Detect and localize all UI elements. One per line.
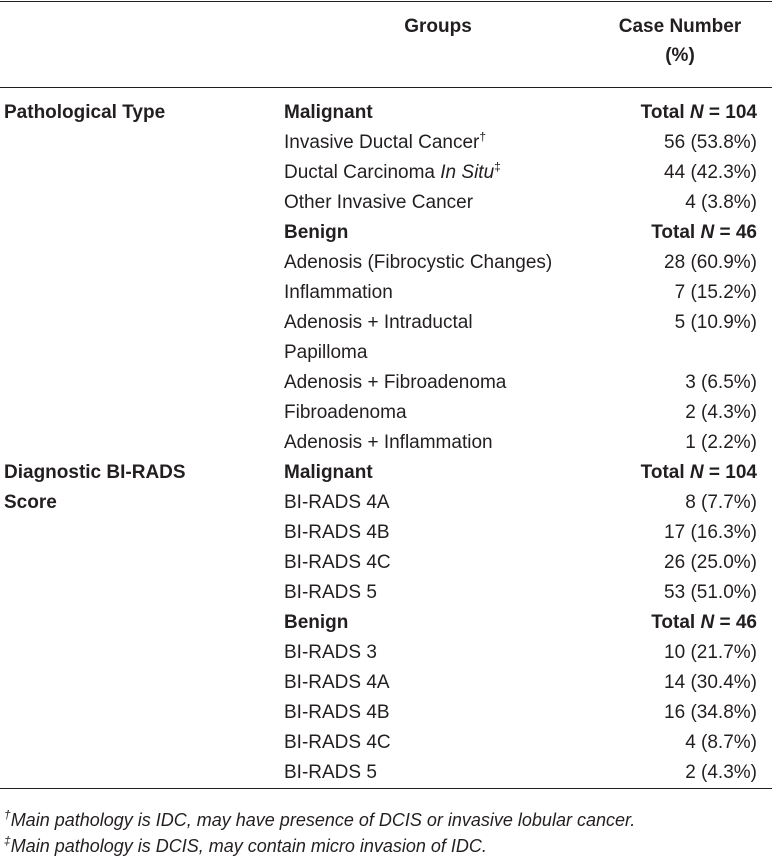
group-label bbox=[284, 308, 473, 338]
footnote-text: Main pathology is DCIS, may contain micro invasion of IDC. bbox=[10, 836, 487, 856]
group-label-italic: In Situ bbox=[440, 162, 495, 183]
case-number: 10 (21.7%) bbox=[664, 642, 757, 663]
total-prefix: Total bbox=[651, 612, 696, 633]
group-label-text: BI-RADS 4C bbox=[284, 552, 391, 573]
group-label bbox=[284, 518, 390, 548]
group-label-text: Inflammation bbox=[284, 282, 393, 303]
section-label-line: Diagnostic BI-RADS bbox=[4, 462, 186, 483]
subgroup-name: Benign bbox=[284, 222, 349, 243]
total-n: N bbox=[700, 612, 715, 633]
case-number: 14 (30.4%) bbox=[664, 672, 757, 693]
footnote-text: Main pathology is IDC, may have presence of DCIS or invasive lobular cancer. bbox=[10, 810, 636, 830]
table-row bbox=[0, 518, 772, 548]
group-label bbox=[284, 338, 367, 368]
table-row bbox=[0, 668, 772, 698]
section-label bbox=[4, 98, 165, 128]
group-label bbox=[284, 278, 393, 308]
total-n: N bbox=[700, 222, 715, 243]
subgroup-name: Malignant bbox=[284, 462, 373, 483]
total-prefix: Total bbox=[651, 222, 696, 243]
group-label bbox=[284, 188, 473, 218]
case-number: 2 (4.3%) bbox=[685, 402, 757, 423]
group-label-text: Ductal Carcinoma bbox=[284, 162, 441, 183]
group-label bbox=[284, 158, 501, 188]
table-row bbox=[0, 398, 772, 428]
case-number: 5 (10.9%) bbox=[674, 312, 757, 333]
case-number: 2 (4.3%) bbox=[685, 762, 757, 783]
group-label-text: Invasive Ductal Cancer bbox=[284, 132, 480, 153]
table-row bbox=[0, 278, 772, 308]
table-row bbox=[0, 248, 772, 278]
group-label-text: BI-RADS 3 bbox=[284, 642, 377, 663]
header-case-number bbox=[592, 12, 768, 70]
case-number: 26 (25.0%) bbox=[664, 552, 757, 573]
table-row bbox=[0, 98, 772, 128]
total-prefix: Total bbox=[640, 102, 685, 123]
footnote-marker: † bbox=[479, 129, 487, 144]
table-row bbox=[0, 368, 772, 398]
total-prefix: Total bbox=[640, 462, 685, 483]
case-number: 16 (34.8%) bbox=[664, 702, 757, 723]
table-row bbox=[0, 218, 772, 248]
group-label-text: BI-RADS 4C bbox=[284, 732, 391, 753]
header-groups: Groups bbox=[404, 16, 472, 37]
table-row bbox=[0, 308, 772, 338]
case-number: 1 (2.2%) bbox=[685, 432, 757, 453]
header-case-number-line1: Case Number bbox=[618, 16, 742, 37]
case-number: 7 (15.2%) bbox=[674, 282, 757, 303]
section-label-line: Pathological Type bbox=[4, 102, 166, 123]
group-label bbox=[284, 128, 486, 158]
total-suffix: = 104 bbox=[703, 102, 757, 123]
group-label-text: BI-RADS 4A bbox=[284, 492, 390, 513]
group-label bbox=[284, 638, 377, 668]
subgroup-total bbox=[651, 218, 757, 248]
footnote-marker: ‡ bbox=[494, 159, 501, 174]
table-row bbox=[0, 728, 772, 758]
group-label-text: Other Invasive Cancer bbox=[284, 192, 474, 213]
case-number: 56 (53.8%) bbox=[664, 132, 757, 153]
table-row bbox=[0, 608, 772, 638]
group-label bbox=[284, 758, 377, 788]
header-case-number-line2: (%) bbox=[665, 45, 695, 66]
group-label-text: BI-RADS 5 bbox=[284, 582, 377, 603]
bottom-rule bbox=[0, 788, 772, 789]
group-label-text: BI-RADS 5 bbox=[284, 762, 377, 783]
table-row bbox=[0, 188, 772, 218]
total-suffix: = 46 bbox=[714, 612, 757, 633]
table-row bbox=[0, 578, 772, 608]
header-rule bbox=[0, 87, 772, 88]
subgroup-name: Malignant bbox=[284, 102, 373, 123]
group-label bbox=[284, 728, 391, 758]
total-n: N bbox=[689, 462, 704, 483]
case-number: 4 (3.8%) bbox=[685, 192, 757, 213]
case-number: 53 (51.0%) bbox=[664, 582, 757, 603]
table-row bbox=[0, 638, 772, 668]
group-label bbox=[284, 488, 390, 518]
section-label-line: Score bbox=[4, 492, 57, 513]
table-row bbox=[0, 128, 772, 158]
table-row bbox=[0, 548, 772, 578]
case-number: 28 (60.9%) bbox=[664, 252, 757, 273]
case-number: 4 (8.7%) bbox=[685, 732, 757, 753]
footnote-dagger bbox=[4, 808, 635, 832]
total-suffix: = 104 bbox=[703, 462, 757, 483]
group-label bbox=[284, 428, 493, 458]
table-row bbox=[0, 758, 772, 788]
group-label bbox=[284, 578, 377, 608]
subgroup-total bbox=[641, 98, 757, 128]
footnote-double-dagger bbox=[4, 834, 487, 858]
subgroup-total bbox=[651, 608, 757, 638]
group-label-text: Adenosis + Intraductal bbox=[284, 312, 473, 333]
case-number: 17 (16.3%) bbox=[664, 522, 757, 543]
table-row bbox=[0, 488, 772, 518]
group-label-text: Fibroadenoma bbox=[284, 402, 407, 423]
case-number: 44 (42.3%) bbox=[664, 162, 757, 183]
group-label bbox=[284, 668, 390, 698]
case-number: 3 (6.5%) bbox=[685, 372, 757, 393]
group-label-text: BI-RADS 4B bbox=[284, 702, 390, 723]
table-row bbox=[0, 698, 772, 728]
top-rule bbox=[0, 1, 772, 2]
group-label bbox=[284, 398, 407, 428]
group-label bbox=[284, 698, 390, 728]
footnote-mark: † bbox=[4, 808, 11, 822]
table-row bbox=[0, 158, 772, 188]
table-row bbox=[0, 338, 772, 368]
group-label-text: Adenosis + Fibroadenoma bbox=[284, 372, 507, 393]
subgroup-total bbox=[641, 458, 757, 488]
group-label-text: BI-RADS 4A bbox=[284, 672, 390, 693]
group-label bbox=[284, 368, 506, 398]
group-label bbox=[284, 548, 391, 578]
group-label-text: Adenosis + Inflammation bbox=[284, 432, 493, 453]
subgroup-name: Benign bbox=[284, 612, 349, 633]
group-label-text: BI-RADS 4B bbox=[284, 522, 390, 543]
footnote-mark: ‡ bbox=[4, 834, 11, 848]
total-n: N bbox=[689, 102, 704, 123]
table-row bbox=[0, 428, 772, 458]
group-label-text: Papilloma bbox=[284, 342, 368, 363]
total-suffix: = 46 bbox=[714, 222, 757, 243]
case-number: 8 (7.7%) bbox=[685, 492, 757, 513]
group-label-text: Adenosis (Fibrocystic Changes) bbox=[284, 252, 553, 273]
group-label bbox=[284, 248, 552, 278]
